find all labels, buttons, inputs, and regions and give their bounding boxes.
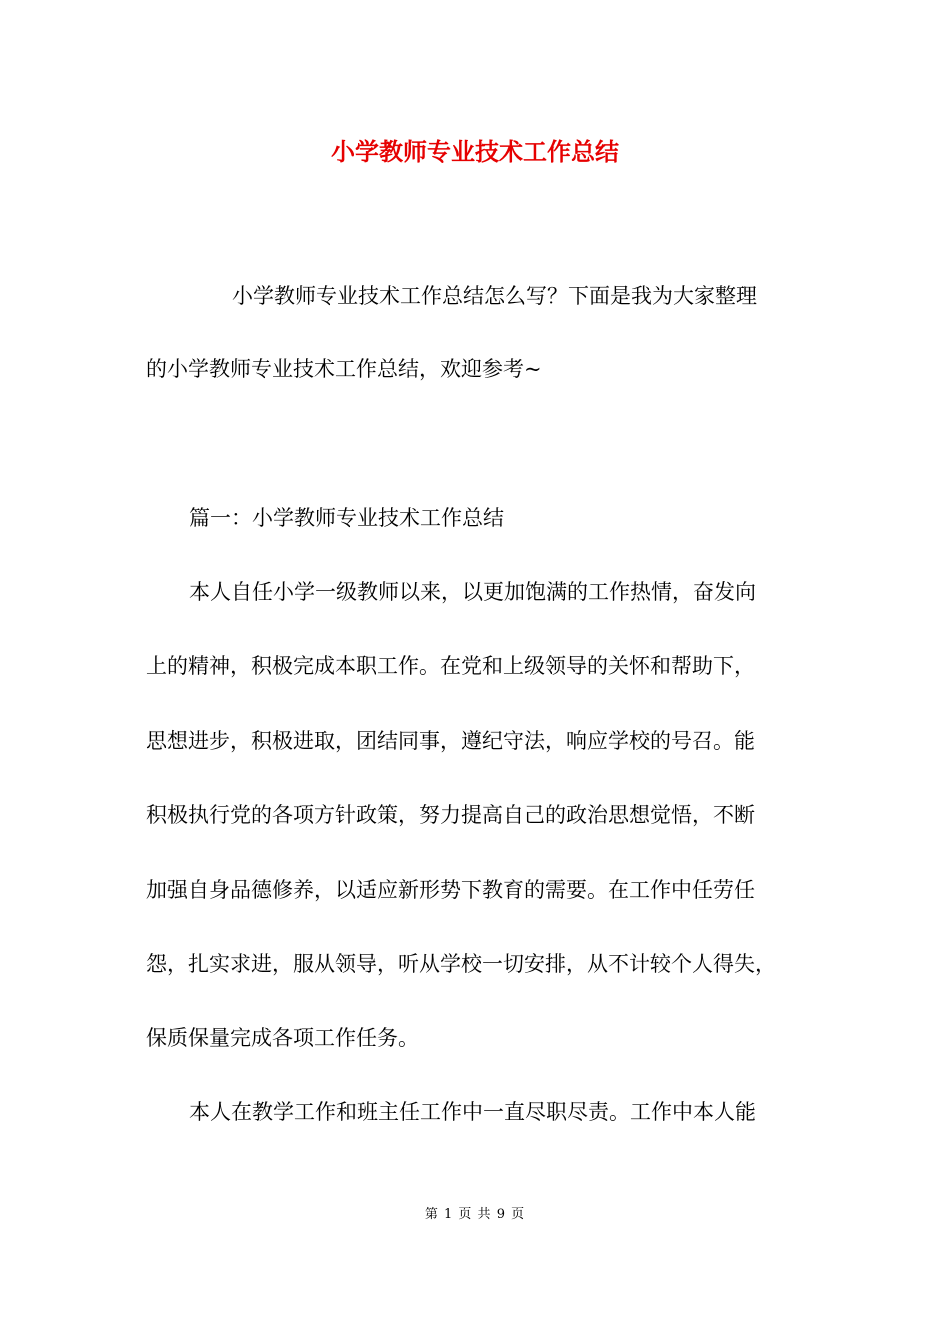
- paragraph1-line-1: 本人自任小学一级教师以来，以更加饱满的工作热情，奋发向: [189, 580, 756, 604]
- paragraph1-line-2: 上的精神，积极完成本职工作。在党和上级领导的关怀和帮助下，: [146, 654, 755, 678]
- intro-line-1: 小学教师专业技术工作总结怎么写？下面是我为大家整理: [232, 284, 757, 308]
- paragraph1-line-3: 思想进步，积极进取，团结同事，遵纪守法，响应学校的号召。能: [146, 729, 755, 753]
- paragraph2-line-1: 本人在教学工作和班主任工作中一直尽职尽责。工作中本人能: [189, 1100, 756, 1124]
- paragraph1-line-6: 怨，扎实求进，服从领导，听从学校一切安排，从不计较个人得失，: [146, 952, 776, 976]
- paragraph1-line-5: 加强自身品德修养，以适应新形势下教育的需要。在工作中任劳任: [146, 878, 755, 902]
- paragraph1-line-7: 保质保量完成各项工作任务。: [146, 1026, 419, 1050]
- page-number: 第 1 页 共 9 页: [424, 1207, 526, 1222]
- paragraph1-line-4: 积极执行党的各项方针政策，努力提高自己的政治思想觉悟，不断: [146, 803, 755, 827]
- intro-line-2: 的小学教师专业技术工作总结，欢迎参考~: [146, 357, 542, 381]
- section-heading: 篇一：小学教师专业技术工作总结: [189, 506, 504, 530]
- document-title: 小学教师专业技术工作总结: [331, 137, 619, 166]
